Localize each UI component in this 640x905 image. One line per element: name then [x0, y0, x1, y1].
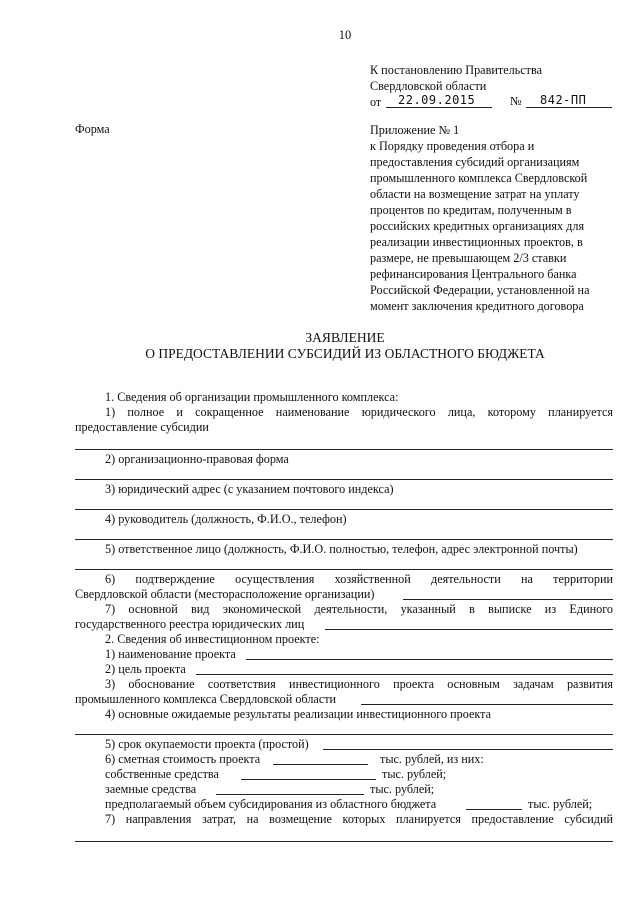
item-2-label: 2) организационно-правовая форма	[105, 452, 289, 466]
document-subtitle: О ПРЕДОСТАВЛЕНИИ СУБСИДИЙ ИЗ ОБЛАСТНОГО БЮДЖЕТА	[145, 346, 545, 361]
appendix-line: промышленного комплекса Свердловской	[370, 171, 588, 185]
appendix-line: процентов по кредитам, полученным в	[370, 203, 572, 217]
appendix-line: области на возмещение затрат на уплату	[370, 187, 580, 201]
own-funds-unit: тыс. рублей;	[382, 767, 447, 781]
item-5-label: 5) ответственное лицо (должность, Ф.И.О. полностью, телефон, адрес электронной почты)	[105, 542, 578, 556]
item-4-fill-line[interactable]	[75, 539, 613, 540]
appendix-line: Российской Федерации, установленной на	[370, 283, 590, 297]
subsidy-amount-label: предполагаемый объем субсидирования из областного бюджета	[105, 797, 437, 811]
borrowed-funds-label: заемные средства	[105, 782, 197, 796]
form-label: Форма	[75, 122, 110, 136]
project-goal-fill-line[interactable]	[196, 674, 613, 675]
header-number-underline	[526, 107, 612, 108]
project-item-6-label: 6) сметная стоимость проекта	[105, 752, 261, 766]
appendix-line: рефинансирования Центрального банка	[370, 267, 577, 281]
cost-directions-fill-line[interactable]	[75, 841, 613, 842]
header-num-label: №	[510, 94, 522, 108]
own-funds-fill-line[interactable]	[241, 779, 376, 780]
project-item-7-label: 7) направления затрат, на возмещение которых планируется предоставление субсидий	[105, 812, 613, 826]
appendix-line: размере, не превышающем 2/3 ставки	[370, 251, 567, 265]
document-title: ЗАЯВЛЕНИЕ	[305, 330, 385, 345]
estimated-cost-fill-line[interactable]	[273, 764, 368, 765]
project-results-fill-line[interactable]	[75, 734, 613, 735]
subsidy-amount-unit: тыс. рублей;	[528, 797, 593, 811]
project-item-5-label: 5) срок окупаемости проекта (простой)	[105, 737, 309, 751]
item-7-line-a: 7) основной вид экономической деятельности, указанный в выписке из Единого	[105, 602, 613, 616]
item-1-line-b: предоставление субсидии	[75, 420, 209, 434]
item-1-line-a: 1) полное и сокращенное наименование юридического лица, которому планируется	[105, 405, 613, 419]
section-2-heading: 2. Сведения об инвестиционном проекте:	[105, 632, 320, 646]
project-item-4-label: 4) основные ожидаемые результаты реализации инвестиционного проекта	[105, 707, 492, 721]
appendix-line: российских кредитных организациях для	[370, 219, 585, 233]
page-number: 10	[338, 28, 352, 42]
project-item-3-line-b: промышленного комплекса Свердловской области	[75, 692, 337, 706]
appendix-line: к Порядку проведения отбора и	[370, 139, 535, 153]
item-3-fill-line[interactable]	[75, 509, 613, 510]
estimated-cost-unit: тыс. рублей, из них:	[380, 752, 484, 766]
item-2-fill-line[interactable]	[75, 479, 613, 480]
appendix-line: предоставления субсидий организациям	[370, 155, 580, 169]
item-3-label: 3) юридический адрес (с указанием почтового индекса)	[105, 482, 394, 496]
appendix-block	[370, 122, 590, 314]
subsidy-amount-fill-line[interactable]	[466, 809, 522, 810]
project-item-2-label: 2) цель проекта	[105, 662, 186, 676]
item-6-line-b: Свердловской области (месторасположение организации)	[75, 587, 375, 601]
item-6-fill-line[interactable]	[403, 599, 613, 600]
item-4-label: 4) руководитель (должность, Ф.И.О., телефон)	[105, 512, 347, 526]
header-from-label: от	[370, 95, 382, 109]
section-1-heading: 1. Сведения об организации промышленного комплекса:	[105, 390, 399, 404]
item-5-fill-line[interactable]	[75, 569, 613, 570]
header-date-row	[370, 94, 381, 110]
project-item-1-label: 1) наименование проекта	[105, 647, 236, 661]
payback-fill-line[interactable]	[323, 749, 613, 750]
item-6-line-a: 6) подтверждение осуществления хозяйственной деятельности на территории	[105, 572, 613, 586]
project-justification-fill-line[interactable]	[361, 704, 613, 705]
item-7-fill-line[interactable]	[325, 629, 613, 630]
borrowed-funds-unit: тыс. рублей;	[370, 782, 435, 796]
own-funds-label: собственные средства	[105, 767, 219, 781]
project-name-fill-line[interactable]	[246, 659, 613, 660]
header-region-line: Свердловской области	[370, 79, 487, 93]
header-resolution-line: К постановлению Правительства	[370, 63, 542, 77]
project-item-3-line-a: 3) обоснование соответствия инвестиционного проекта основным задачам развития	[105, 677, 613, 691]
appendix-line: момент заключения кредитного договора	[370, 299, 584, 313]
header-date-underline	[386, 107, 492, 108]
appendix-line: реализации инвестиционных проектов, в	[370, 235, 583, 249]
appendix-line: Приложение № 1	[370, 123, 460, 137]
item-1-fill-line[interactable]	[75, 449, 613, 450]
header-date: 22.09.2015	[398, 93, 476, 107]
header-number: 842-ПП	[540, 93, 587, 107]
item-7-line-b: государственного реестра юридических лиц	[75, 617, 305, 631]
borrowed-funds-fill-line[interactable]	[216, 794, 364, 795]
